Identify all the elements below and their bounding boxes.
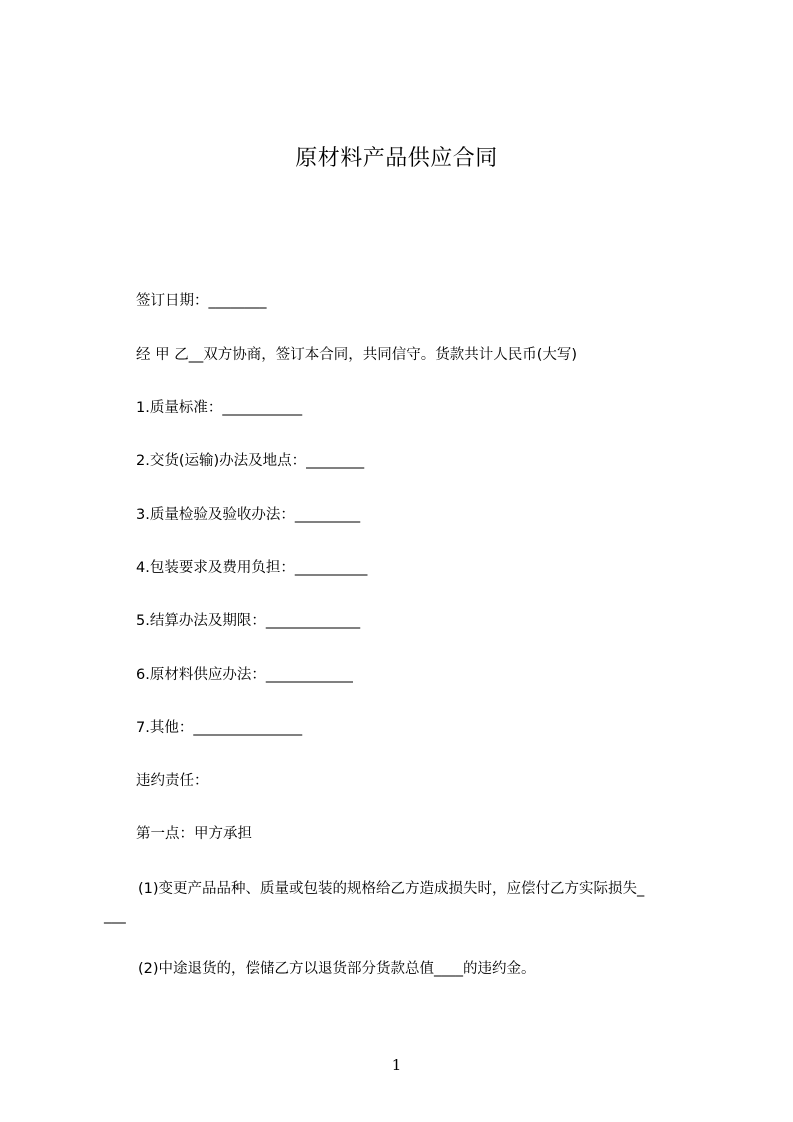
clause-delivery-method: 2.交货(运输)办法及地点：________ — [136, 453, 365, 469]
clause-packaging: 4.包装要求及费用负担：__________ — [136, 560, 368, 576]
breach-liability-heading: 违约责任： — [136, 773, 209, 789]
liability-item-1-continuation: ___ — [104, 908, 126, 924]
party-a-liability-heading: 第一点：甲方承担 — [136, 826, 252, 842]
clause-settlement: 5.结算办法及期限：_____________ — [136, 613, 361, 629]
clause-other: 7.其他：_______________ — [136, 720, 303, 736]
document-title: 原材料产品供应合同 — [295, 146, 498, 171]
clause-inspection-method: 3.质量检验及验收办法：_________ — [136, 507, 361, 523]
liability-item-2: (2)中途退货的，偿储乙方以退货部分货款总值____的违约金。 — [138, 961, 536, 977]
clause-quality-standard: 1.质量标准：___________ — [136, 400, 303, 416]
signing-date-line: 签订日期：________ — [136, 293, 267, 309]
clause-material-supply: 6.原材料供应办法：____________ — [136, 667, 353, 683]
liability-item-1: (1)变更产品品种、质量或包装的规格给乙方造成损失时，应偿付乙方实际损失_ — [138, 881, 645, 897]
agreement-intro-line: 经 甲 乙__双方协商，签订本合同，共同信守。货款共计人民币(大写) — [136, 347, 578, 363]
page-number: 1 — [391, 1056, 402, 1074]
